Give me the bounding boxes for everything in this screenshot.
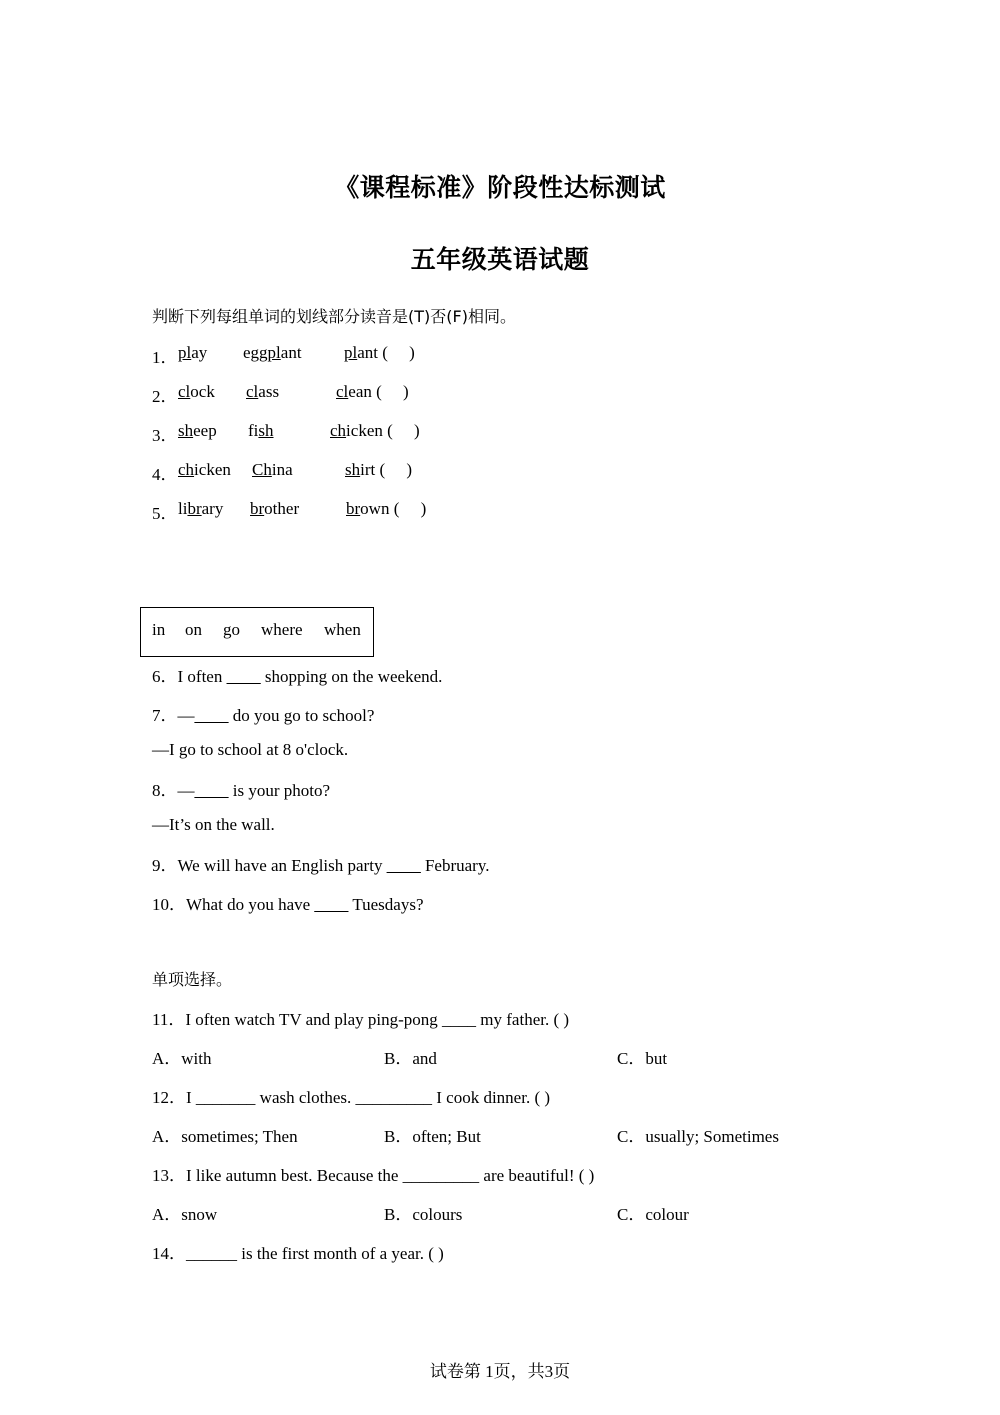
phonics-word: plant ( ) <box>344 343 415 362</box>
page-title: 《课程标准》阶段性达标测试 <box>334 173 666 202</box>
question-8 <box>152 776 330 801</box>
question-number: 10． <box>152 895 186 914</box>
question-number: 4． <box>152 465 178 484</box>
question-text: ______ is the first month of a year. ( ) <box>186 1244 444 1263</box>
answer-parentheses[interactable]: ( ) <box>375 460 413 479</box>
question-10 <box>152 890 424 915</box>
question-13 <box>152 1161 594 1186</box>
option-b[interactable]: B．and <box>384 1049 437 1068</box>
phonics-word: fish <box>248 421 274 440</box>
question-text: — <box>177 781 195 800</box>
answer-blank[interactable]: ____ <box>314 895 349 914</box>
answer-blank[interactable]: ____ <box>386 856 421 875</box>
question-number: 3． <box>152 426 178 445</box>
phonics-word: China <box>252 460 293 479</box>
answer-blank[interactable]: ____ <box>194 706 229 725</box>
question-text: I often <box>177 667 227 686</box>
phonics-word: brown ( ) <box>346 499 427 518</box>
question-text: I often watch TV and play ping-pong ____ my father. ( ) <box>185 1010 570 1029</box>
option-b[interactable]: B．colours <box>384 1205 463 1224</box>
answer-blank[interactable]: ____ <box>194 781 229 800</box>
phonics-word: clean ( ) <box>336 382 409 401</box>
question-number: 5． <box>152 504 178 523</box>
answer-blank[interactable]: ____ <box>226 667 261 686</box>
question-number: 6． <box>152 667 178 686</box>
question-text: is your photo? <box>228 781 331 800</box>
option-c[interactable]: C．but <box>617 1049 668 1068</box>
question-text: I _______ wash clothes. _________ I cook dinner. ( ) <box>186 1088 551 1107</box>
option-a[interactable]: A．snow <box>152 1205 218 1224</box>
phonics-word: library <box>178 499 224 518</box>
question-number: 1． <box>152 348 178 367</box>
section1-instruction: 判断下列每组单词的划线部分读音是(T)否(F)相同。 <box>152 307 516 326</box>
page-subtitle: 五年级英语试题 <box>410 245 590 274</box>
question-text: do you go to school? <box>228 706 375 725</box>
phonics-word: eggplant <box>243 343 302 362</box>
word-box-item: when <box>324 620 361 639</box>
question-text: What do you have <box>186 895 315 914</box>
question-11 <box>152 1005 569 1030</box>
question-text: I like autumn best. Because the _________ are beautiful! ( ) <box>186 1166 595 1185</box>
answer-parentheses[interactable]: ( ) <box>378 343 415 362</box>
option-c[interactable]: C．usually; Sometimes <box>617 1127 779 1146</box>
phonics-word: shirt ( ) <box>345 460 413 479</box>
question-text: shopping on the weekend. <box>260 667 443 686</box>
question-12 <box>152 1083 550 1108</box>
phonics-word: sheep <box>178 421 217 440</box>
phonics-word: chicken ( ) <box>330 421 420 440</box>
question-9 <box>152 851 489 876</box>
word-box-item: go <box>223 620 240 639</box>
answer-line-7: —I go to school at 8 o'clock. <box>152 740 349 759</box>
phonics-word: chicken <box>178 460 231 479</box>
page-footer: 试卷第 1页，共3页 <box>429 1362 571 1381</box>
question-number: 2． <box>152 387 178 406</box>
question-number: 8． <box>152 781 178 800</box>
question-number: 9． <box>152 856 178 875</box>
word-box-item: on <box>185 620 202 639</box>
option-a[interactable]: A．sometimes; Then <box>152 1127 298 1146</box>
word-box-item: where <box>261 620 303 639</box>
question-7 <box>152 701 374 726</box>
question-text: Tuesdays? <box>348 895 424 914</box>
question-text: February. <box>420 856 490 875</box>
option-b[interactable]: B．often; But <box>384 1127 481 1146</box>
question-6 <box>152 662 442 687</box>
answer-parentheses[interactable]: ( ) <box>371 382 409 401</box>
answer-parentheses[interactable]: ( ) <box>389 499 427 518</box>
question-number: 7． <box>152 706 178 725</box>
word-box <box>140 607 374 657</box>
answer-parentheses[interactable]: ( ) <box>382 421 420 440</box>
question-14 <box>152 1239 444 1264</box>
option-c[interactable]: C．colour <box>617 1205 689 1224</box>
phonics-word: class <box>246 382 280 401</box>
phonics-word: clock <box>178 382 215 401</box>
answer-line-8: —It’s on the wall. <box>152 815 275 834</box>
question-number: 13． <box>152 1166 186 1185</box>
section3-instruction: 单项选择。 <box>152 970 233 989</box>
question-number: 11． <box>152 1010 186 1029</box>
question-text: — <box>177 706 195 725</box>
phonics-word: brother <box>250 499 300 518</box>
word-box-item: in <box>152 620 166 639</box>
question-number: 12． <box>152 1088 186 1107</box>
option-a[interactable]: A．with <box>152 1049 212 1068</box>
question-text: We will have an English party <box>177 856 387 875</box>
question-number: 14． <box>152 1244 186 1263</box>
phonics-word: play <box>178 343 208 362</box>
